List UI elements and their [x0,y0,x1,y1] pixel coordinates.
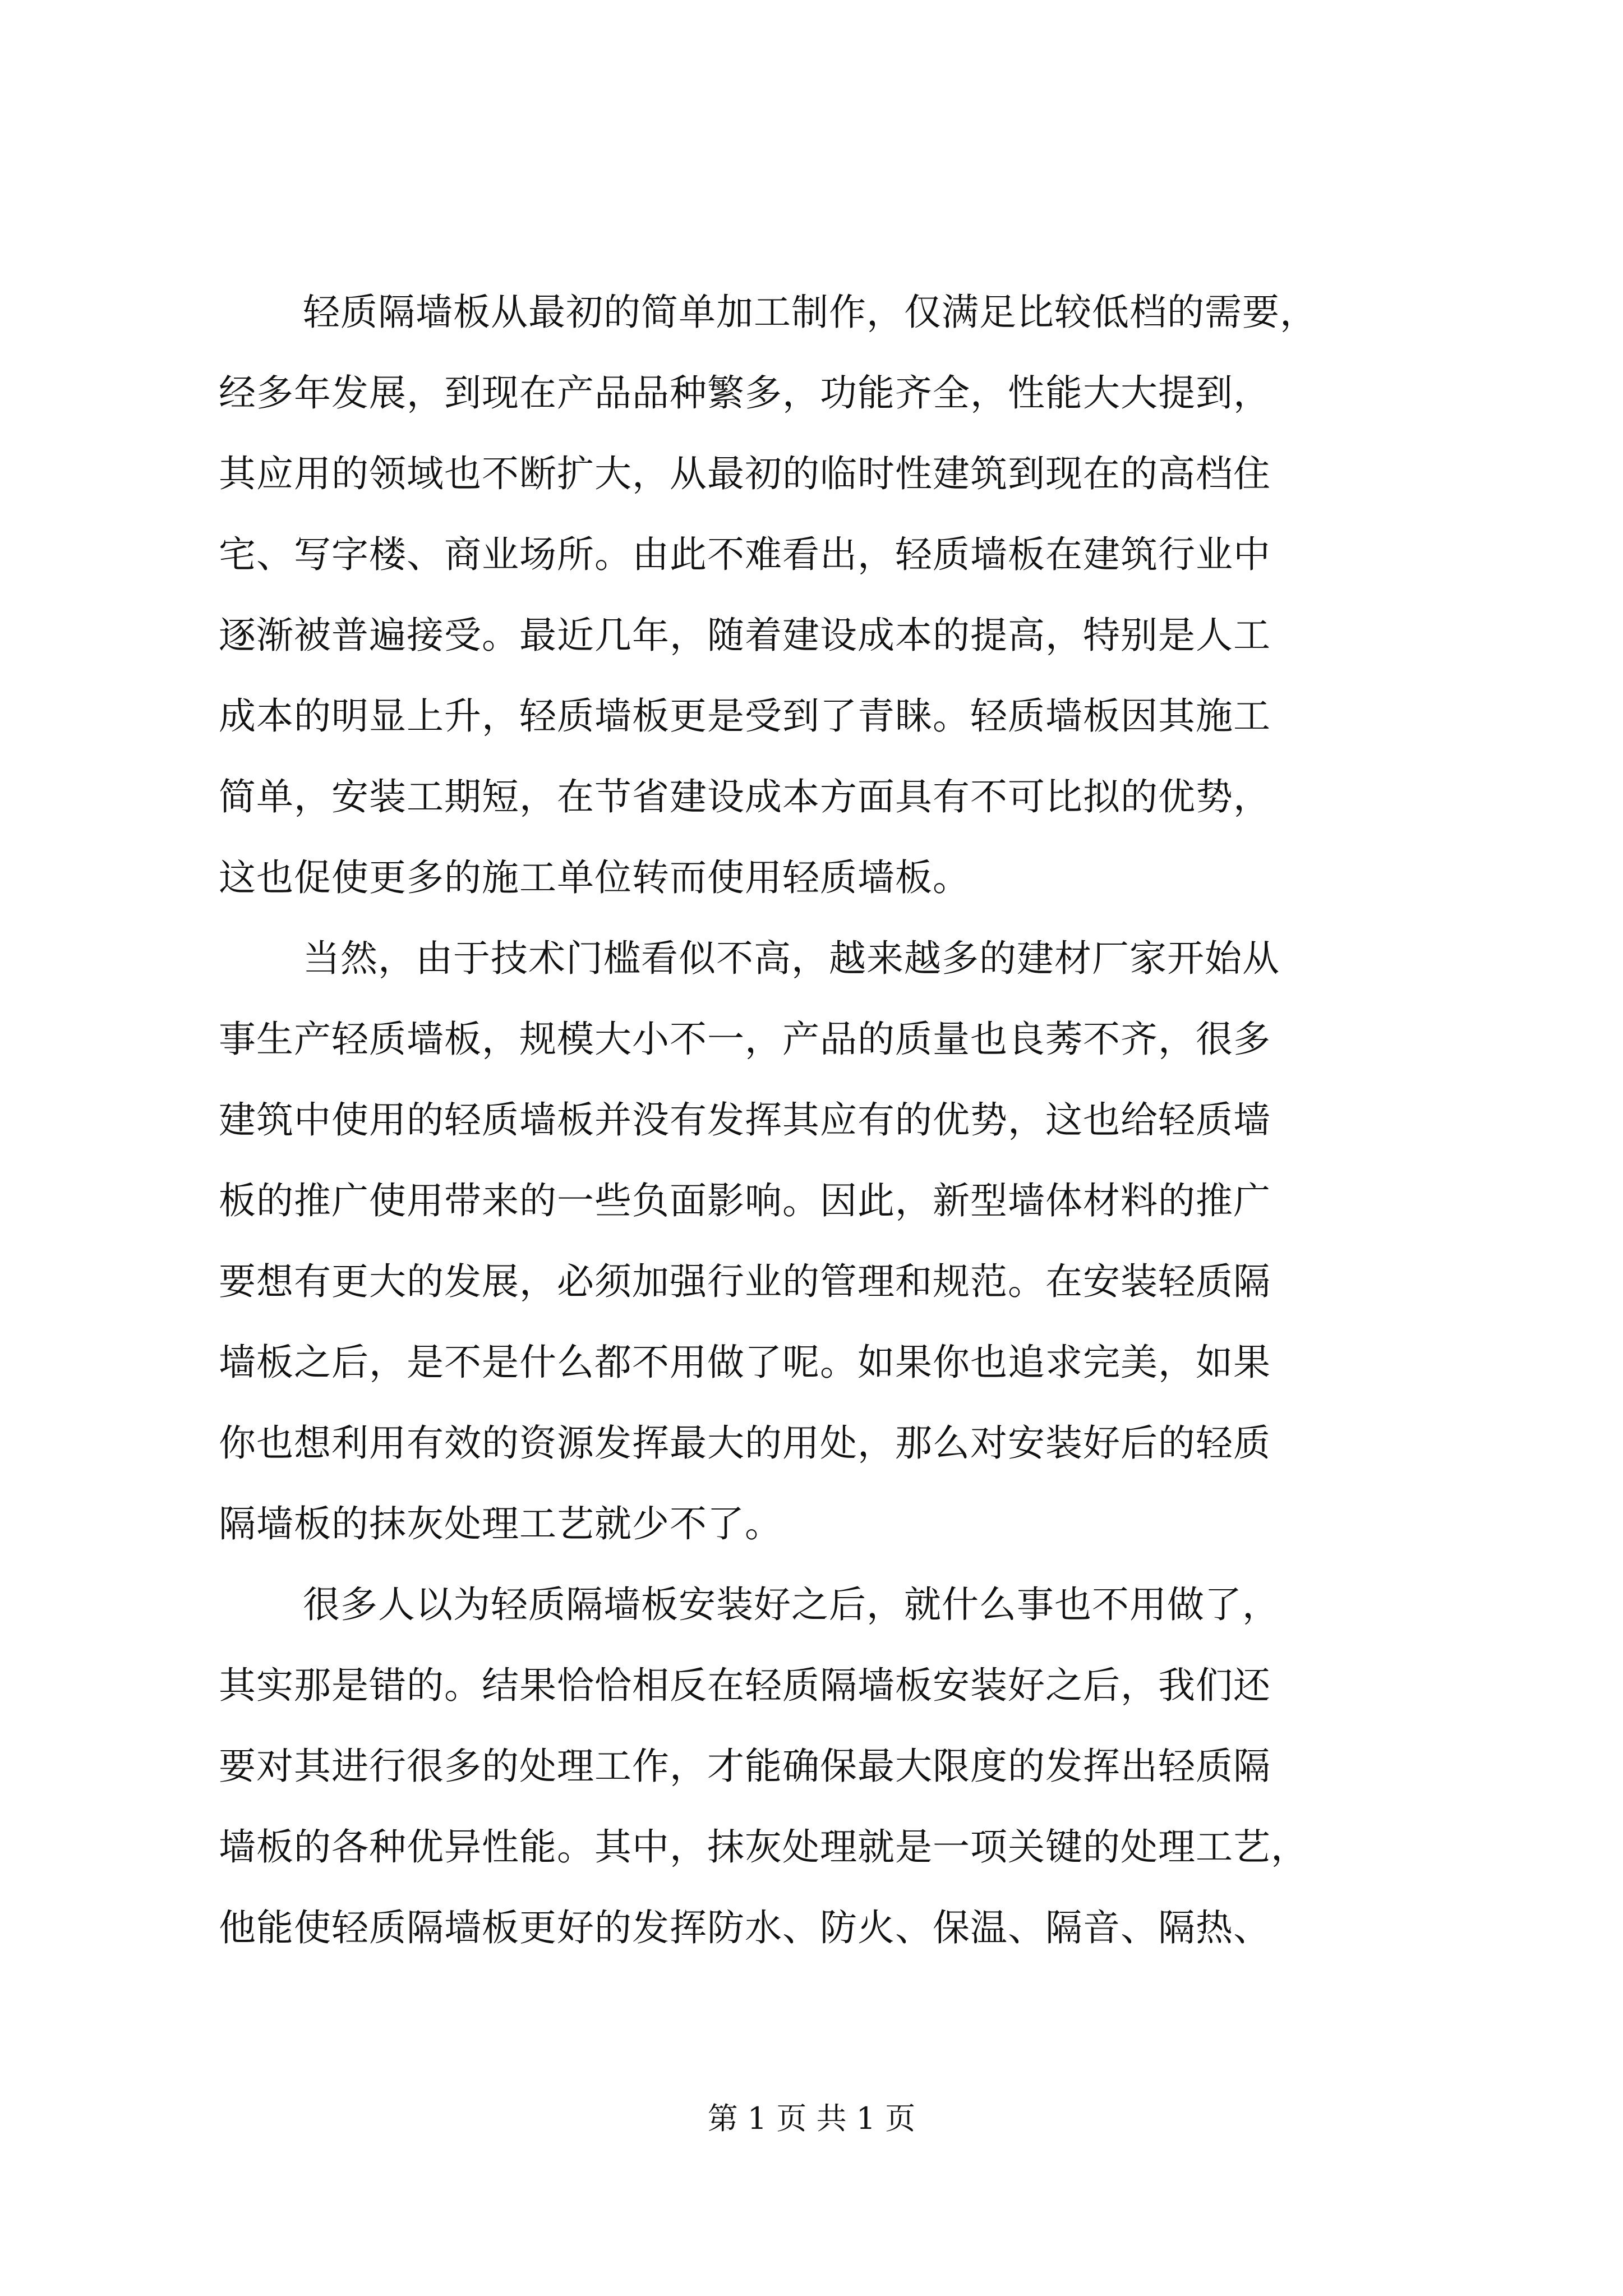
paragraph-1-line-5: 逐渐被普遍接受。最近几年，随着建设成本的提高，特别是人工 [219,614,1271,657]
page-number-label: 第 1 页 共 1 页 [707,2101,916,2136]
paragraph-2-line-1: 当然，由于技术门槛看似不高，越来越多的建材厂家开始从 [303,937,1280,980]
paragraph-2-line-3: 建筑中使用的轻质墙板并没有发挥其应有的优势，这也给轻质墙 [219,1098,1271,1142]
paragraph-3-line-3: 要对其进行很多的处理工作，才能确保最大限度的发挥出轻质隔 [219,1745,1271,1788]
paragraph-2-line-5: 要想有更大的发展，必须加强行业的管理和规范。在安装轻质隔 [219,1260,1271,1303]
paragraph-2-line-6: 墙板之后，是不是什么都不用做了呢。如果你也追求完美，如果 [219,1341,1271,1384]
paragraph-3-line-2: 其实那是错的。结果恰恰相反在轻质隔墙板安装好之后，我们还 [219,1664,1271,1707]
paragraph-1-line-7: 简单，安装工期短，在节省建设成本方面具有不可比拟的优势， [219,775,1271,818]
page-footer [0,2099,1623,2138]
paragraph-2-line-4: 板的推广使用带来的一些负面影响。因此，新型墙体材料的推广 [219,1179,1271,1222]
paragraph-2-line-8: 隔墙板的抹灰处理工艺就少不了。 [219,1502,782,1545]
paragraph-1-line-2: 经多年发展，到现在产品品种繁多，功能齐全，性能大大提到， [219,371,1271,415]
paragraph-3-line-5: 他能使轻质隔墙板更好的发挥防水、防火、保温、隔音、隔热、 [219,1906,1271,1949]
paragraph-2-line-2: 事生产轻质墙板，规模大小不一，产品的质量也良莠不齐，很多 [219,1018,1271,1061]
paragraph-2-line-7: 你也想利用有效的资源发挥最大的用处，那么对安装好后的轻质 [219,1421,1271,1465]
paragraph-1-line-8: 这也促使更多的施工单位转而使用轻质墙板。 [219,856,970,899]
paragraph-3-line-4: 墙板的各种优异性能。其中，抹灰处理就是一项关键的处理工艺， [219,1825,1308,1869]
paragraph-1-line-6: 成本的明显上升，轻质墙板更是受到了青睐。轻质墙板因其施工 [219,694,1271,738]
paragraph-1-line-1: 轻质隔墙板从最初的简单加工制作，仅满足比较低档的需要， [303,291,1317,334]
paragraph-1-line-4: 宅、写字楼、商业场所。由此不难看出，轻质墙板在建筑行业中 [219,533,1271,576]
paragraph-3-line-1: 很多人以为轻质隔墙板安装好之后，就什么事也不用做了， [303,1583,1280,1626]
paragraph-1-line-3: 其应用的领域也不断扩大，从最初的临时性建筑到现在的高档住 [219,452,1271,495]
